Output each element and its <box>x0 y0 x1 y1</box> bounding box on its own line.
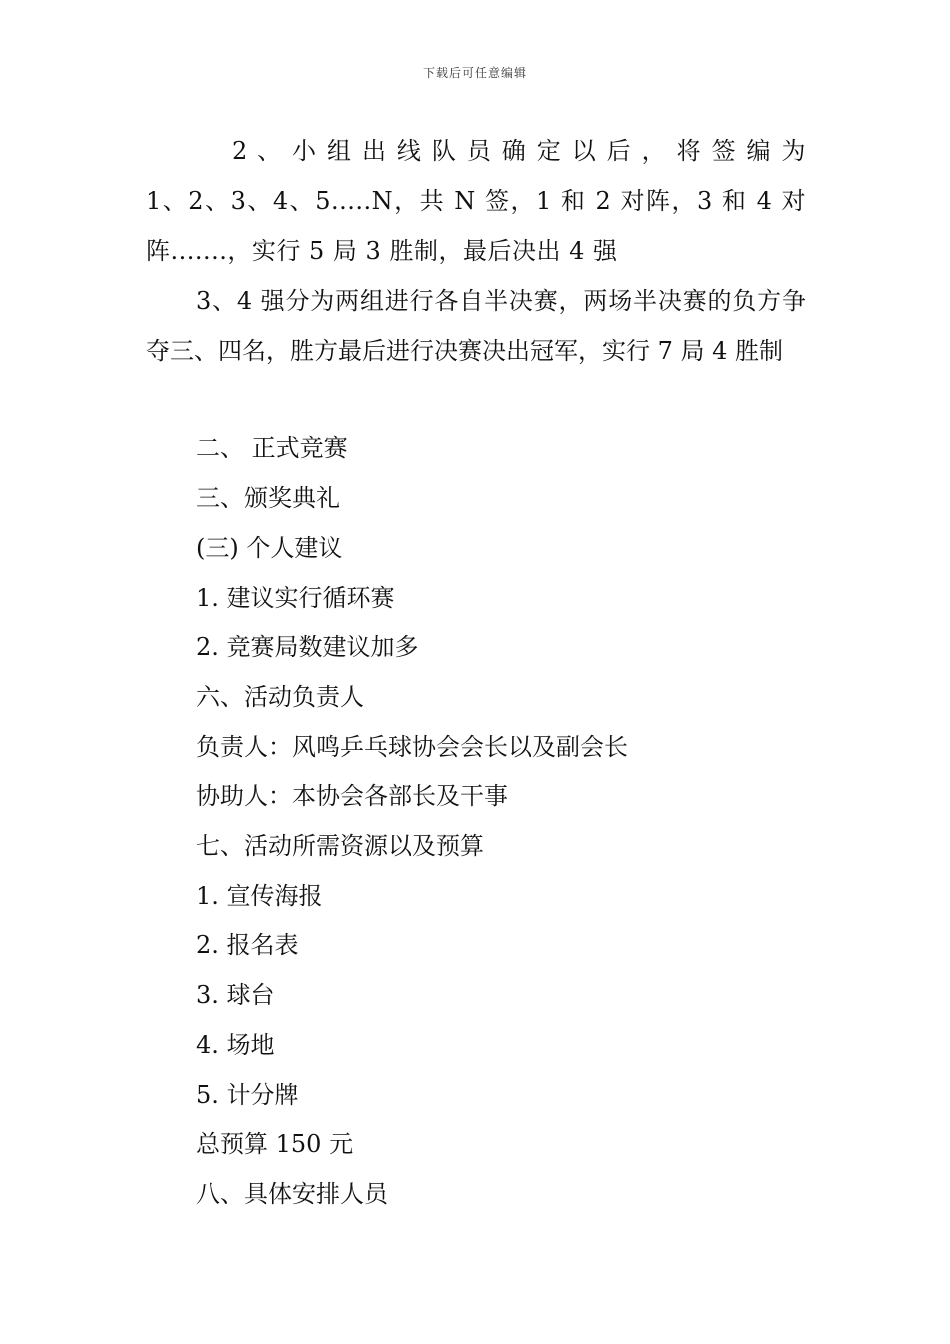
header-note: 下载后可任意编辑 <box>422 66 527 80</box>
assistant-text: 协助人：本协会各部长及干事 <box>196 782 508 810</box>
list-item: 1. 宣传海报 <box>196 882 323 910</box>
list-item: 4. 场地 <box>196 1031 275 1059</box>
section-heading-staff-arrangement: 八、具体安排人员 <box>196 1180 388 1208</box>
section-heading-responsible-person: 六、活动负责人 <box>196 683 364 711</box>
list-item: 2. 报名表 <box>196 931 299 959</box>
list-item: 2. 竞赛局数建议加多 <box>196 633 419 661</box>
section-heading-competition: 二、 正式竞赛 <box>196 434 348 462</box>
section-heading-award-ceremony: 三、颁奖典礼 <box>196 484 340 512</box>
list-item: 5. 计分牌 <box>196 1081 299 1109</box>
list-item: 3. 球台 <box>196 981 275 1009</box>
paragraph-semifinal-rules: 3、4 强分为两组进行各自半决赛，两场半决赛的负方争夺三、四名，胜方最后进行决赛决出冠军，实行 7 局 4 胜制 <box>146 287 806 365</box>
list-item: 1. 建议实行循环赛 <box>196 584 395 612</box>
section-heading-resources-budget: 七、活动所需资源以及预算 <box>196 832 484 860</box>
total-budget-text: 总预算 150 元 <box>196 1130 354 1158</box>
section-heading-personal-suggestions: (三) 个人建议 <box>196 534 343 562</box>
paragraph-draw-rules: 2 、 小 组 出 线 队 员 确 定 以 后 ， 将 签 编 为 1、2、3、4、5.....N，共 N 签，1 和 2 对阵，3 和 4 对阵.......，实行 5 局 3 胜制，最后决出 4 强 <box>146 137 806 265</box>
responsible-person-text: 负责人：风鸣乒乓球协会会长以及副会长 <box>196 733 628 761</box>
